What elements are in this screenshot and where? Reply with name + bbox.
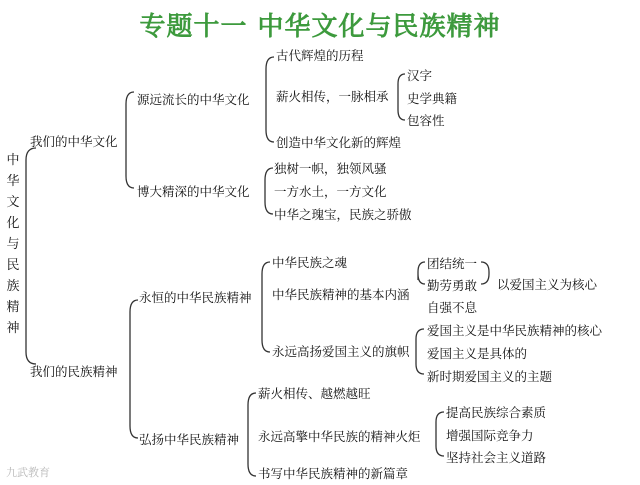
- node-promote-spirit: 弘扬中华民族精神: [139, 432, 240, 447]
- leaf-quality: 提高民族综合素质: [446, 405, 547, 420]
- page-title: 专题十一 中华文化与民族精神: [139, 12, 501, 42]
- bracket-eternal: [262, 262, 270, 352]
- leaf-burning: 薪火相传、越燃越旺: [258, 386, 371, 401]
- node-eternal-spirit: 永恒的中华民族精神: [139, 290, 252, 305]
- leaf-patriotism-core: 以爱国主义为核心: [497, 277, 598, 292]
- leaf-treasure: 中华之瑰宝，民族之骄傲: [274, 207, 412, 222]
- leaf-patriotism-concrete: 爱国主义是具体的: [427, 346, 528, 361]
- node-national-spirit: 我们的民族精神: [30, 364, 118, 379]
- leaf-inclusiveness: 包容性: [407, 113, 445, 128]
- bracket-inner-right: [481, 262, 489, 284]
- bracket-culture: [126, 92, 134, 188]
- leaf-new-glory: 创造中华文化新的辉煌: [276, 135, 402, 150]
- bracket-chars: [398, 74, 405, 120]
- leaf-flag: 永远高扬爱国主义的旗帜: [272, 344, 410, 359]
- leaf-new-chapter: 书写中华民族精神的新篇章: [258, 466, 409, 481]
- bracket-flag: [416, 329, 424, 374]
- root-node: 中华文化与民族精神: [6, 153, 20, 336]
- leaf-patriotism-heart: 爱国主义是中华民族精神的核心: [427, 323, 603, 338]
- node-broad-culture: 博大精深的中华文化: [137, 184, 250, 199]
- leaf-history-books: 史学典籍: [407, 91, 458, 106]
- leaf-diligence: 勤劳勇敢: [427, 278, 478, 293]
- leaf-unity: 团结统一: [427, 256, 478, 271]
- bracket-root: [26, 148, 36, 364]
- bracket-spirit: [130, 300, 138, 438]
- leaf-socialist-road: 坚持社会主义道路: [446, 450, 547, 465]
- leaf-unique: 独树一帜，独领风骚: [274, 161, 387, 176]
- leaf-ancient-history: 古代辉煌的历程: [276, 48, 364, 63]
- leaf-local-culture: 一方水土，一方文化: [274, 184, 387, 199]
- leaf-new-era-theme: 新时期爱国主义的主题: [427, 369, 553, 384]
- node-our-culture: 我们的中华文化: [30, 134, 118, 149]
- bracket-inner: [418, 262, 425, 284]
- leaf-torch: 永远高擎中华民族的精神火炬: [258, 429, 421, 444]
- leaf-soul: 中华民族之魂: [272, 255, 348, 270]
- leaf-basic-connotation: 中华民族精神的基本内涵: [272, 287, 410, 302]
- leaf-self-improvement: 自强不息: [427, 300, 478, 315]
- bracket-torch: [436, 412, 444, 456]
- leaf-pass-on: 薪火相传，一脉相承: [276, 89, 389, 104]
- bracket-broad: [265, 168, 273, 214]
- leaf-competitiveness: 增强国际竞争力: [446, 428, 534, 443]
- node-source-culture: 源远流长的中华文化: [137, 92, 250, 107]
- watermark: 九武教育: [6, 466, 50, 479]
- bracket-source: [266, 57, 274, 142]
- leaf-chinese-chars: 汉字: [407, 68, 433, 83]
- bracket-promote: [248, 393, 256, 476]
